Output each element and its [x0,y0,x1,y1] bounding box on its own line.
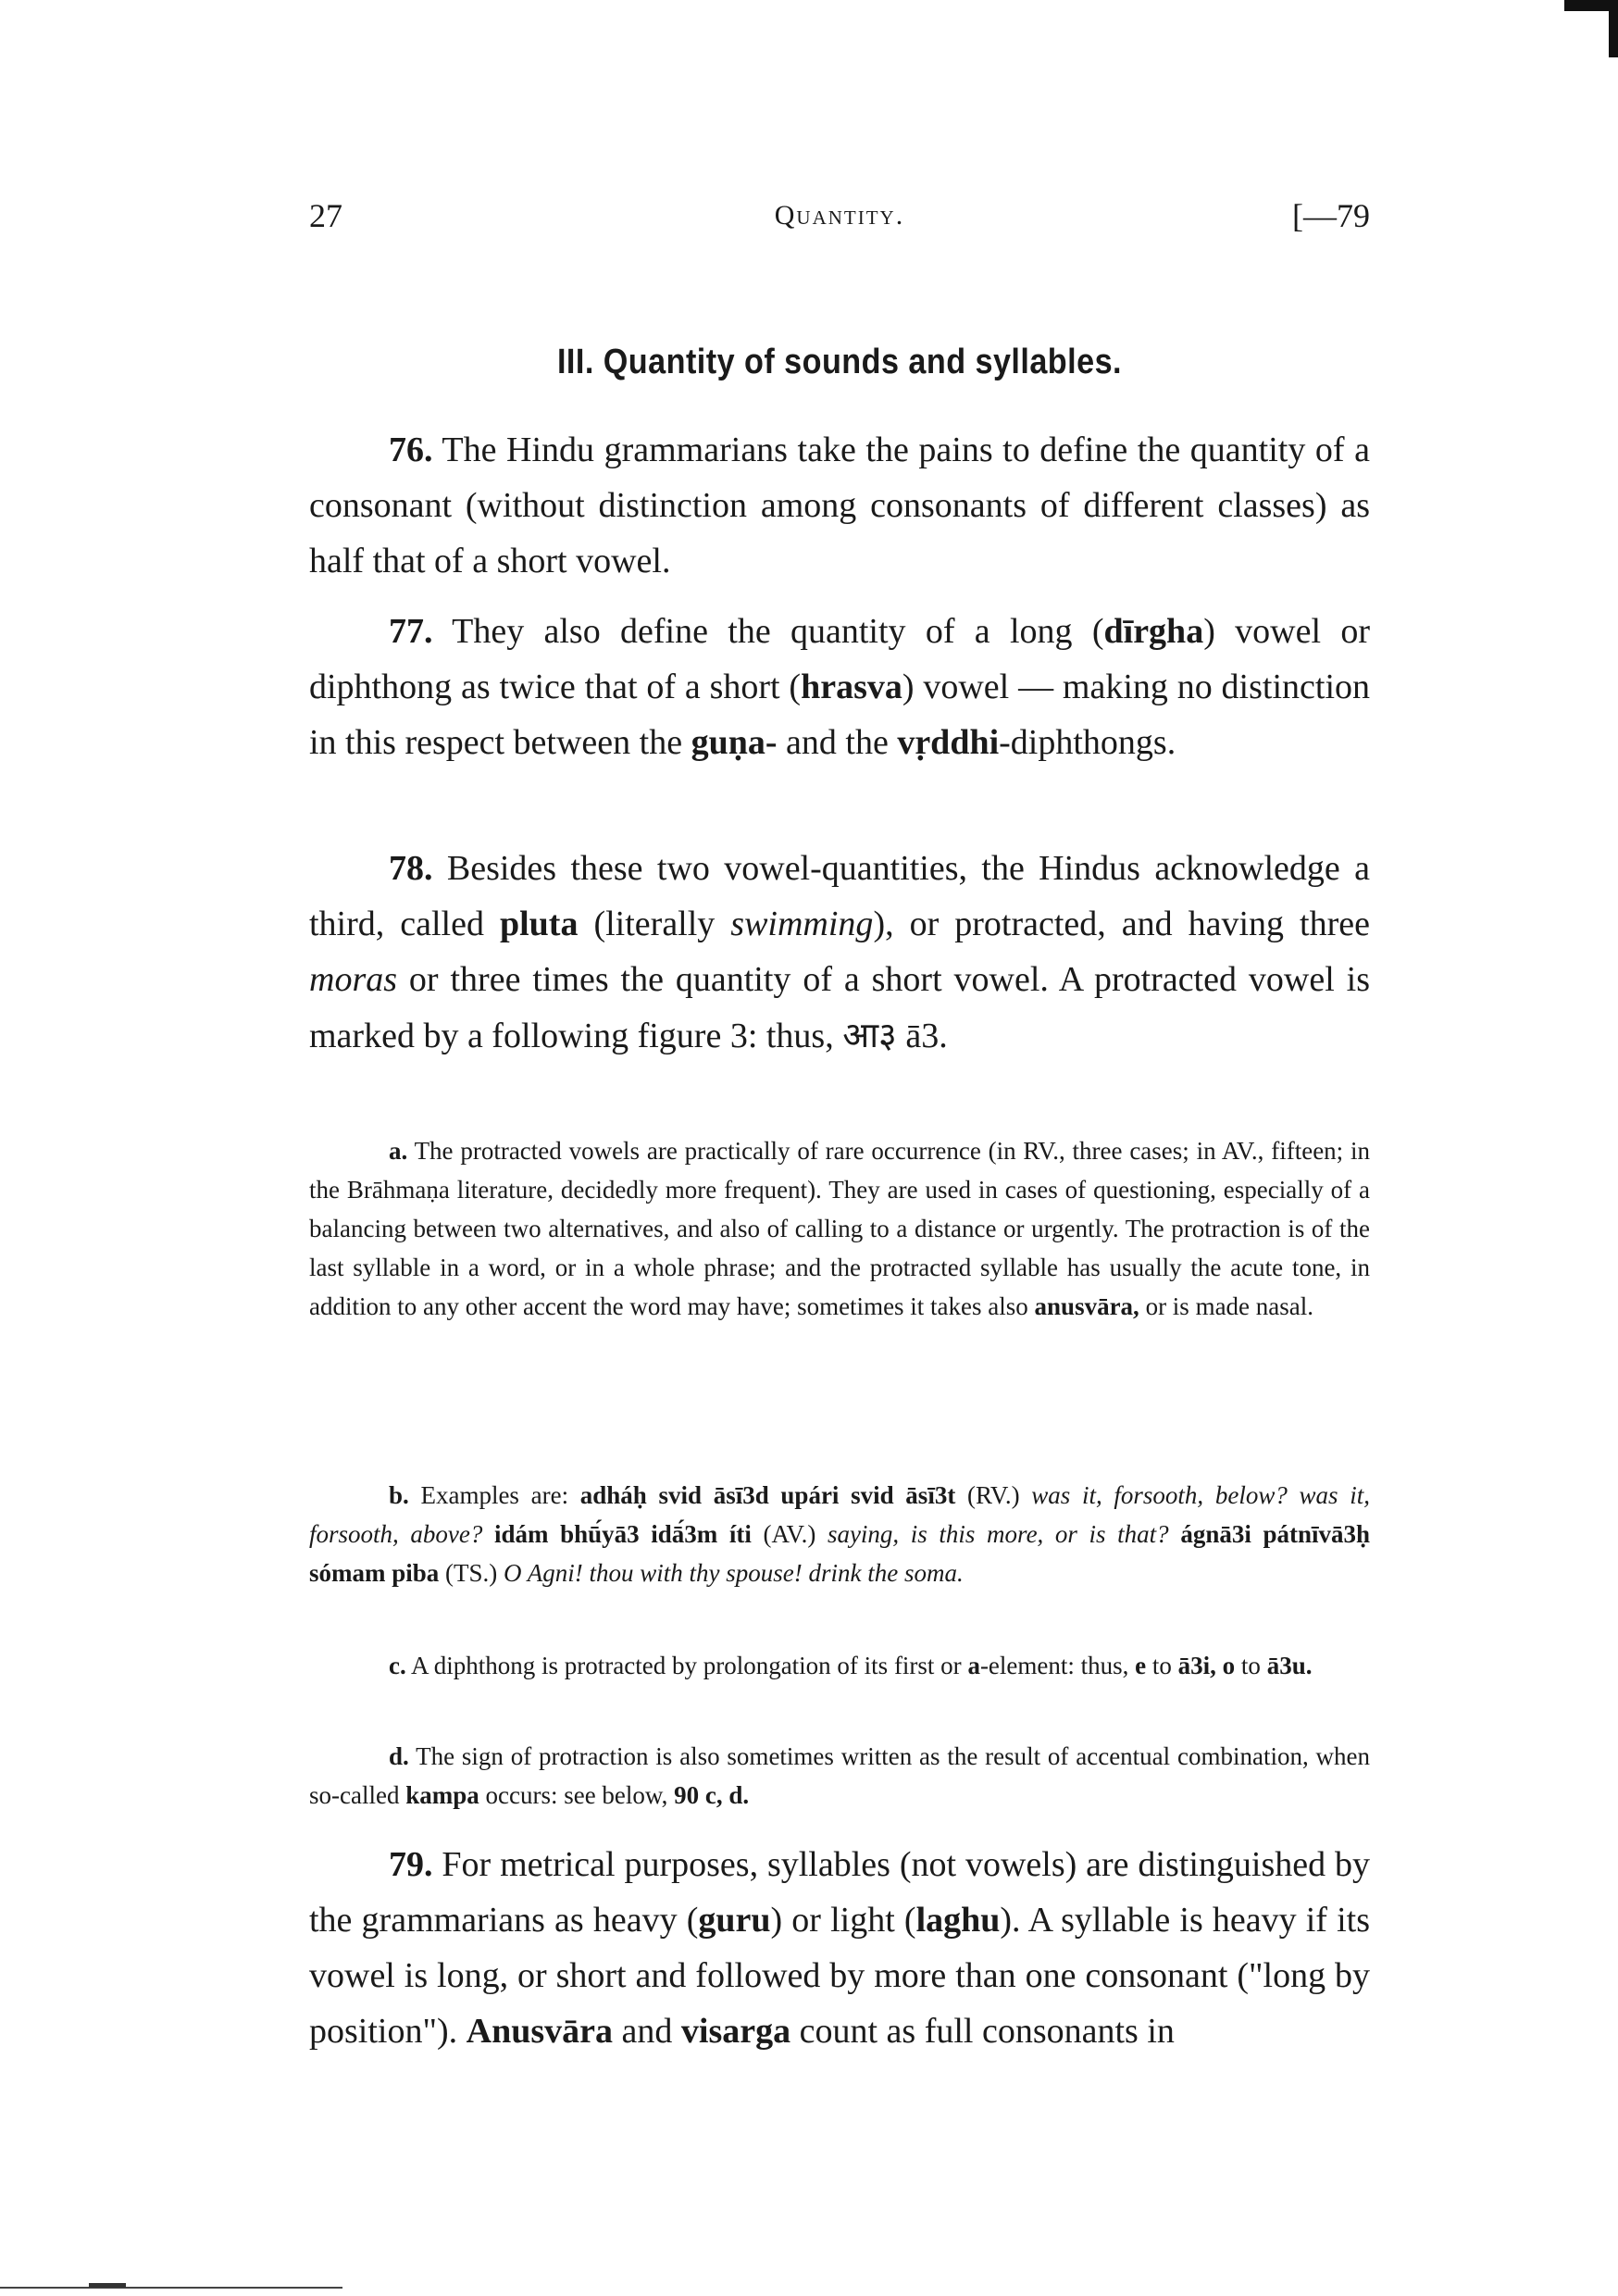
cross-reference: 90 c, d. [674,1781,750,1809]
sanskrit-term: o [1222,1652,1236,1679]
sanskrit-term: guru [698,1901,771,1940]
note-letter: d. [389,1742,409,1770]
text-run: (AV.) [751,1520,828,1548]
text-run: (TS.) [439,1559,504,1587]
sanskrit-example: ágnā3i pátnīvā3ḥ sómam piba [309,1520,1370,1587]
sanskrit-term: anusvāra, [1034,1292,1139,1320]
sanskrit-term: dīrgha [1103,612,1204,651]
text-run: ā3. [896,1017,948,1055]
running-title: Quantity. [774,200,905,231]
note-78a [309,1131,1370,1326]
page-number: 27 [309,197,342,234]
text-run: They also define the quantity of a long ( [452,612,1104,651]
text-run: Examples are: [420,1481,580,1509]
text-run: For metrical purposes, syllables (not vowels) are distinguished by the grammarians as heavy ( [309,1845,1371,1940]
sanskrit-term: a [967,1652,980,1679]
sanskrit-term: pluta [499,905,579,943]
text-run: occurs: see below, [479,1781,675,1809]
scan-edge-line [0,2287,342,2289]
paragraph-76 [309,422,1370,589]
text-run: and the [777,723,898,762]
text-run: (literally [578,905,731,943]
text-run: ). A syllable is heavy if its vowel is long, or short and followed by more than one consonant ("long by position"). [309,1901,1370,2051]
paragraph-number: 78. [389,849,433,888]
note-letter: b. [389,1481,409,1509]
sanskrit-term: hrasva [801,668,902,706]
text-run: and [613,2012,681,2051]
paragraph-77 [309,604,1370,770]
sanskrit-term: kampa [405,1781,479,1809]
sanskrit-term: laghu [915,1901,1001,1940]
text-run: ) vowel or diphthong as twice that of a short ( [309,612,1370,706]
sanskrit-term: visarga [680,2012,791,2051]
running-header [309,196,1370,243]
sanskrit-term: ā3u. [1266,1652,1313,1679]
section-range: [—79 [1292,197,1370,234]
gloss: swimming [730,905,874,943]
paragraph-79 [309,1837,1370,2059]
scan-edge-mark [89,2283,126,2288]
text-run: count as full consonants in [790,2012,1175,2051]
text-run: -diphthongs. [999,723,1176,762]
sanskrit-example: adháḥ svid āsī3d upári svid āsī3t [579,1481,956,1509]
sanskrit-term: Anusvāra [466,2012,614,2051]
paragraph-text: The Hindu grammarians take the pains to define the quantity of a consonant (without distinction among consonants of different classes) as half that of a short vowel. [309,430,1370,580]
text-run: ), or protracted, and having three [873,905,1370,943]
text-run [1216,1652,1223,1679]
text-run: The sign of protraction is also sometimes written as the result of accentual combination, when so-called [309,1742,1370,1809]
note-letter: a. [389,1137,408,1165]
paragraph-number: 76. [389,430,433,469]
text-run [1169,1520,1181,1548]
text-run: to [1146,1652,1178,1679]
text-run: or is made nasal. [1139,1292,1314,1320]
paragraph-78 [309,841,1370,1064]
sanskrit-term: e [1135,1652,1147,1679]
translation: saying, is this more, or is that? [827,1520,1169,1548]
chapter-title: III. Quantity of sounds and syllables. [556,343,1123,381]
sanskrit-term: guṇa- [691,723,778,762]
text-run: -element: thus, [979,1652,1136,1679]
gloss: moras [309,960,398,999]
note-78c [309,1646,1370,1685]
paragraph-number: 79. [389,1845,433,1884]
text-run: The protracted vowels are practically of rare occurrence (in RV., three cases; in AV., fifteen; in the Brāhmaṇa literature, decidedly more frequent). They are used in cases of questioning, especially of a balancing between two alternatives, and also of calling to a distance or urgently. The protraction is of the last syllable in a word, or in a whole phrase; and the protracted syllable has usually the acute tone, in addition to any other accent the word may have; sometimes it takes also [309,1137,1370,1320]
text-run: or three times the quantity of a short vowel. A protracted vowel is marked by a following figure 3: thus, [309,960,1370,1055]
sanskrit-term: ā3i, [1177,1652,1216,1679]
text-run [482,1520,494,1548]
sanskrit-example: idám bhū́yā3 idā́3m íti [493,1520,752,1548]
translation: was it, forsooth, below? was it, forsooth, above? [309,1481,1370,1548]
text-run: ) vowel — making no distinction in this respect between the [309,668,1370,762]
paragraph-number: 77. [389,612,433,651]
text-run: Besides these two vowel-quantities, the Hindus acknowledge a third, called [309,849,1371,943]
devanagari-example: आ३ [842,1015,897,1055]
scan-edge-mark [1609,0,1618,57]
note-letter: c. [389,1652,406,1679]
text-run: to [1235,1652,1267,1679]
text-run: A diphthong is protracted by prolongation of its first or [411,1652,968,1679]
translation: O Agni! thou with thy spouse! drink the soma. [504,1559,964,1587]
note-78d [309,1737,1370,1815]
text-run: ) or light ( [770,1901,916,1940]
text-run: (RV.) [955,1481,1032,1509]
sanskrit-term: vṛddhi [897,723,1000,762]
note-78b [309,1476,1370,1592]
